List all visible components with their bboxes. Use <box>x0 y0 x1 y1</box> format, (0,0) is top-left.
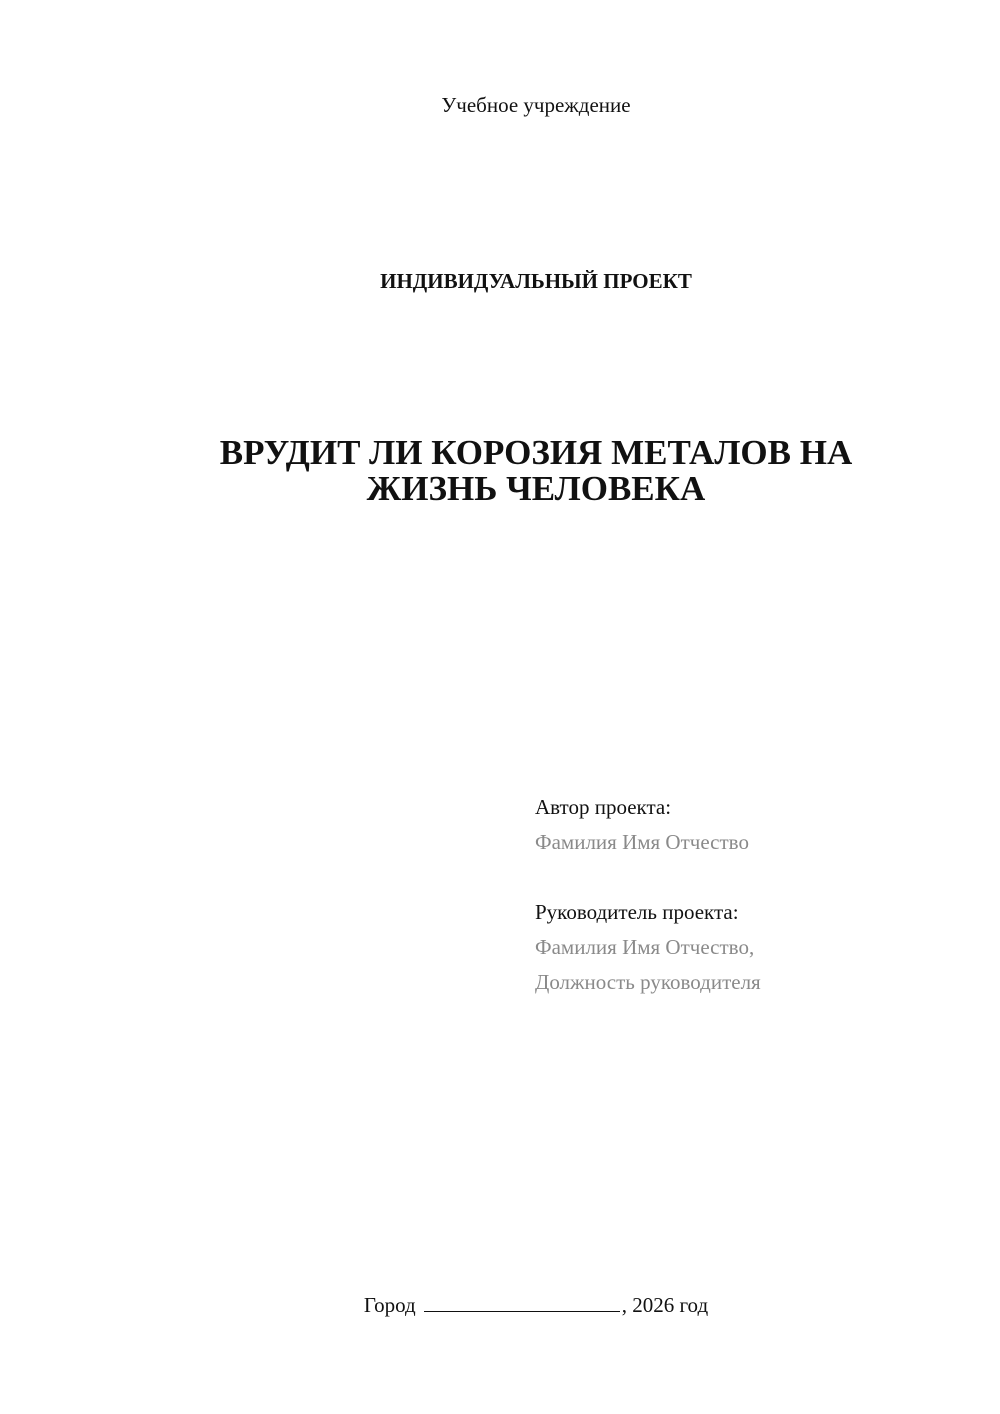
credits-block <box>535 790 975 1000</box>
project-title-line-1: ВРУДИТ ЛИ КОРОЗИЯ МЕТАЛОВ НА <box>219 433 853 472</box>
project-title <box>120 435 952 507</box>
city-blank-line <box>424 1291 620 1312</box>
author-label: Автор проекта: <box>535 795 672 819</box>
supervisor-position: Должность руководителя <box>535 970 761 994</box>
supervisor-label: Руководитель проекта: <box>535 900 739 924</box>
document-type: ИНДИВИДУАЛЬНЫЙ ПРОЕКТ <box>380 269 692 293</box>
author-name: Фамилия Имя Отчество <box>535 830 749 854</box>
credits-spacer <box>535 860 975 895</box>
institution-name: Учебное учреждение <box>441 93 631 117</box>
project-title-line-2: ЖИЗНЬ ЧЕЛОВЕКА <box>366 469 706 508</box>
year-text: , 2026 год <box>621 1293 709 1317</box>
city-label: Город <box>363 1293 416 1317</box>
supervisor-name: Фамилия Имя Отчество, <box>535 935 755 959</box>
city-year-line <box>0 1291 1000 1318</box>
